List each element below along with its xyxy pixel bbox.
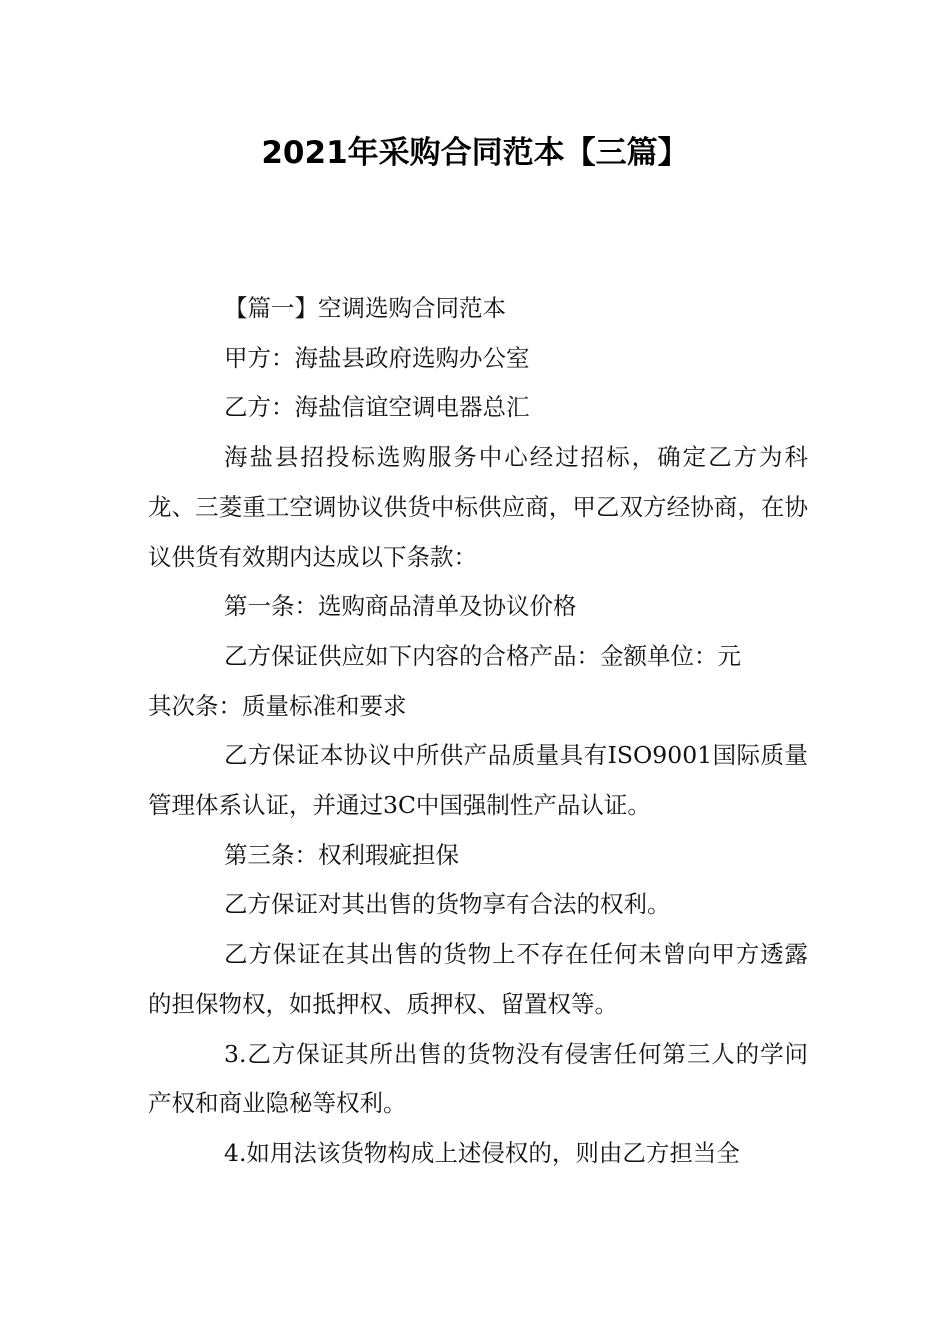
paragraph: 乙方保证本协议中所供产品质量具有ISO9001国际质量管理体系认证，并通过3C中国强制性产品认证。	[148, 741, 808, 820]
paragraph: 乙方保证在其出售的货物上不存在任何未曾向甲方透露的担保物权，如抵押权、质押权、留置权等。	[148, 940, 808, 1018]
article-heading: 第一条：选购商品清单及协议价格	[224, 592, 577, 621]
paragraph: 海盐县招投标选购服务中心经过招标，确定乙方为科龙、三菱重工空调协议供货中标供应商，甲乙双方经协商，在协议供货有效期内达成以下条款：	[148, 443, 808, 571]
section-heading: 【篇一】空调选购合同范本	[224, 294, 506, 322]
document-body	[148, 284, 808, 1179]
paragraph: 乙方保证供应如下内容的合格产品：金额单位：元	[224, 641, 741, 670]
article-heading: 第三条：权利瑕疵担保	[224, 840, 459, 869]
party-b-line: 乙方：海盐信谊空调电器总汇	[224, 393, 530, 422]
paragraph: 3.乙方保证其所出售的货物没有侵害任何第三人的学问产权和商业隐秘等权利。	[148, 1039, 808, 1118]
party-a-line: 甲方：海盐县政府选购办公室	[224, 343, 530, 372]
paragraph: 4.如用法该货物构成上述侵权的，则由乙方担当全	[224, 1138, 740, 1167]
document-title: 2021年采购合同范本【三篇】	[261, 135, 689, 171]
paragraph: 乙方保证对其出售的货物享有合法的权利。	[224, 890, 671, 919]
article-heading: 其次条：质量标准和要求	[148, 691, 407, 720]
